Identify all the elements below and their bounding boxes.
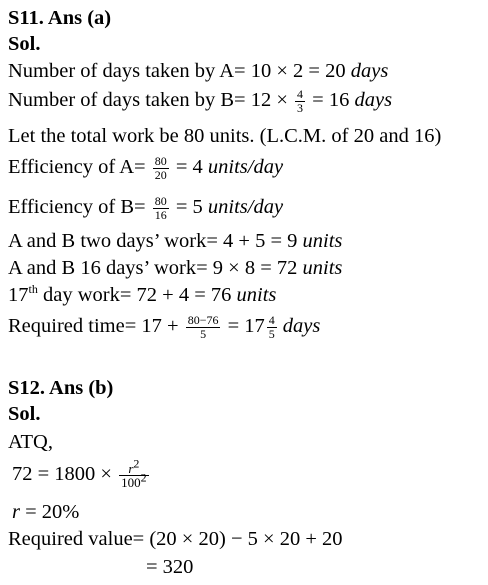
fraction: $\frac{r^2}{100^2}$ xyxy=(121,456,147,490)
fraction: $\frac{4}{3}$ xyxy=(297,87,304,115)
s12-line-1: ATQ, xyxy=(8,431,53,453)
s11-title: S11. Ans (a) xyxy=(8,7,112,29)
fraction: $\frac{80}{20}$ xyxy=(154,154,167,182)
s12-title: S12. Ans (b) xyxy=(8,377,114,399)
fraction: $\frac{80}{16}$ xyxy=(154,194,167,222)
s11-line-9: Required time= 17 + $\frac{80-76}{5}$ = 17 $\frac{4}{5}$ days xyxy=(8,313,321,341)
s11-line-6: A and B two days’ work= 4 + 5 = 9 units xyxy=(8,230,343,252)
s11-line-5: Efficiency of B= $\frac{80}{16}$ = 5 units/day xyxy=(8,194,284,222)
s12-line-3: r = 20% xyxy=(12,501,80,523)
fraction: $\frac{80-76}{5}$ xyxy=(187,313,219,341)
s11-line-7: A and B 16 days’ work= 9 × 8 = 72 units xyxy=(8,257,343,279)
s12-line-2: 72 = 1800 × $\frac{r^2}{100^2}$ xyxy=(12,456,147,490)
s11-sol-label: Sol. xyxy=(8,33,41,55)
s11-line-8: 17th day work= 72 + 4 = 76 units xyxy=(8,282,277,306)
s11-line-4: Efficiency of A= $\frac{80}{20}$ = 4 units/day xyxy=(8,154,284,182)
s11-line-3: Let the total work be 80 units. (L.C.M. of 20 and 16) xyxy=(8,125,442,147)
mixed-fraction: $\frac{4}{5}$ xyxy=(268,313,275,341)
s11-line-1: Number of days taken by A= 10 × 2 = 20 days xyxy=(8,60,389,82)
s12-sol-label: Sol. xyxy=(8,403,41,425)
s11-line-2: Number of days taken by B= 12 × $\frac{4}{3}$ = 16 days xyxy=(8,87,393,115)
s12-line-4: Required value= (20 × 20) − 5 × 20 + 20 xyxy=(8,528,343,550)
s12-line-5: = 320 xyxy=(146,556,194,578)
